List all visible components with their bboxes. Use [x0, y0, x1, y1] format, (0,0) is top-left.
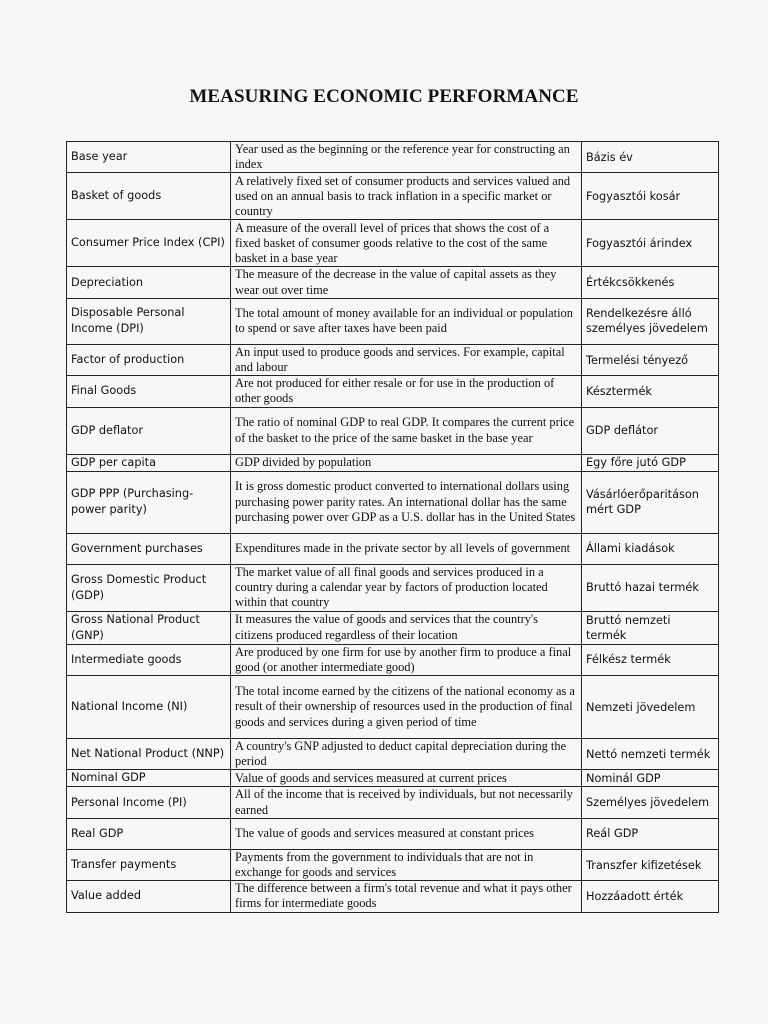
term-cell: Net National Product (NNP): [67, 739, 231, 770]
hungarian-term-cell: Értékcsökkenés: [582, 267, 719, 298]
definition-cell: All of the income that is received by individuals, but not necessarily earned: [231, 787, 582, 818]
definition-cell: An input used to produce goods and services. For example, capital and labour: [231, 344, 582, 375]
hungarian-term-cell: GDP deflátor: [582, 407, 719, 454]
table-row: [67, 344, 719, 375]
hungarian-term-cell: Bázis év: [582, 142, 719, 173]
definition-cell: A relatively fixed set of consumer products and services valued and used on an annual basis to track inflation in a specific market or country: [231, 173, 582, 220]
definition-cell: A measure of the overall level of prices that shows the cost of a fixed basket of consumer goods relative to the cost of the same basket in a base year: [231, 220, 582, 267]
hungarian-term-cell: Rendelkezésre álló személyes jövedelem: [582, 298, 719, 344]
term-cell: Real GDP: [67, 818, 231, 849]
table-row: [67, 739, 719, 770]
table-row: [67, 298, 719, 344]
definition-cell: The total income earned by the citizens of the national economy as a result of their ownership of resources used in the production of final goods and services during a given period of time: [231, 676, 582, 739]
definition-cell: Expenditures made in the private sector by all levels of government: [231, 533, 582, 564]
term-cell: Personal Income (PI): [67, 787, 231, 818]
hungarian-term-cell: Személyes jövedelem: [582, 787, 719, 818]
definition-cell: The difference between a firm's total revenue and what it pays other firms for intermediate goods: [231, 881, 582, 912]
hungarian-term-cell: Félkész termék: [582, 644, 719, 675]
definition-cell: Value of goods and services measured at current prices: [231, 770, 582, 787]
definition-cell: GDP divided by population: [231, 454, 582, 471]
hungarian-term-cell: Vásárlóerőparitáson mért GDP: [582, 471, 719, 533]
table-row: [67, 220, 719, 267]
term-cell: Final Goods: [67, 376, 231, 407]
hungarian-term-cell: Nominál GDP: [582, 770, 719, 787]
table-row: [67, 142, 719, 173]
term-cell: GDP deflator: [67, 407, 231, 454]
definition-cell: The ratio of nominal GDP to real GDP. It compares the current price of the basket to the price of the same basket in the base year: [231, 407, 582, 454]
table-row: [67, 454, 719, 471]
page-title: MEASURING ECONOMIC PERFORMANCE: [189, 86, 579, 107]
hungarian-term-cell: Transzfer kifizetések: [582, 849, 719, 880]
table-row: [67, 644, 719, 675]
table-row: [67, 787, 719, 818]
definition-cell: The measure of the decrease in the value of capital assets as they wear out over time: [231, 267, 582, 298]
term-cell: Government purchases: [67, 533, 231, 564]
glossary-table: [66, 141, 719, 913]
term-cell: Value added: [67, 881, 231, 912]
table-row: [67, 611, 719, 644]
hungarian-term-cell: Késztermék: [582, 376, 719, 407]
hungarian-term-cell: Termelési tényező: [582, 344, 719, 375]
term-cell: Gross Domestic Product (GDP): [67, 564, 231, 611]
definition-cell: The total amount of money available for an individual or population to spend or save after taxes have been paid: [231, 298, 582, 344]
table-row: [67, 564, 719, 611]
hungarian-term-cell: Fogyasztói kosár: [582, 173, 719, 220]
table-row: [67, 407, 719, 454]
table-row: [67, 267, 719, 298]
table-row: [67, 173, 719, 220]
term-cell: GDP PPP (Purchasing-power parity): [67, 471, 231, 533]
definition-cell: A country's GNP adjusted to deduct capital depreciation during the period: [231, 739, 582, 770]
definition-cell: Year used as the beginning or the reference year for constructing an index: [231, 142, 582, 173]
hungarian-term-cell: Bruttó nemzeti termék: [582, 611, 719, 644]
term-cell: Basket of goods: [67, 173, 231, 220]
hungarian-term-cell: Reál GDP: [582, 818, 719, 849]
definition-cell: The market value of all final goods and services produced in a country during a calendar year by factors of production located within that country: [231, 564, 582, 611]
term-cell: Depreciation: [67, 267, 231, 298]
definition-cell: It measures the value of goods and services that the country's citizens produced regardless of their location: [231, 611, 582, 644]
term-cell: Disposable Personal Income (DPI): [67, 298, 231, 344]
hungarian-term-cell: Állami kiadások: [582, 533, 719, 564]
term-cell: National Income (NI): [67, 676, 231, 739]
definition-cell: Payments from the government to individuals that are not in exchange for goods and services: [231, 849, 582, 880]
table-row: [67, 471, 719, 533]
term-cell: Gross National Product (GNP): [67, 611, 231, 644]
table-row: [67, 881, 719, 912]
hungarian-term-cell: Nemzeti jövedelem: [582, 676, 719, 739]
table-row: [67, 376, 719, 407]
term-cell: Transfer payments: [67, 849, 231, 880]
definition-cell: It is gross domestic product converted to international dollars using purchasing power parity rates. An international dollar has the same purchasing power over GDP as a U.S. dollar has in the United States: [231, 471, 582, 533]
term-cell: Factor of production: [67, 344, 231, 375]
table-row: [67, 849, 719, 880]
table-row: [67, 676, 719, 739]
hungarian-term-cell: Bruttó hazai termék: [582, 564, 719, 611]
table-row: [67, 533, 719, 564]
hungarian-term-cell: Egy főre jutó GDP: [582, 454, 719, 471]
term-cell: GDP per capita: [67, 454, 231, 471]
table-row: [67, 818, 719, 849]
hungarian-term-cell: Hozzáadott érték: [582, 881, 719, 912]
hungarian-term-cell: Nettó nemzeti termék: [582, 739, 719, 770]
definition-cell: Are not produced for either resale or for use in the production of other goods: [231, 376, 582, 407]
term-cell: Intermediate goods: [67, 644, 231, 675]
hungarian-term-cell: Fogyasztói árindex: [582, 220, 719, 267]
term-cell: Base year: [67, 142, 231, 173]
definition-cell: The value of goods and services measured at constant prices: [231, 818, 582, 849]
term-cell: Consumer Price Index (CPI): [67, 220, 231, 267]
definition-cell: Are produced by one firm for use by another firm to produce a final good (or another intermediate good): [231, 644, 582, 675]
term-cell: Nominal GDP: [67, 770, 231, 787]
table-row: [67, 770, 719, 787]
